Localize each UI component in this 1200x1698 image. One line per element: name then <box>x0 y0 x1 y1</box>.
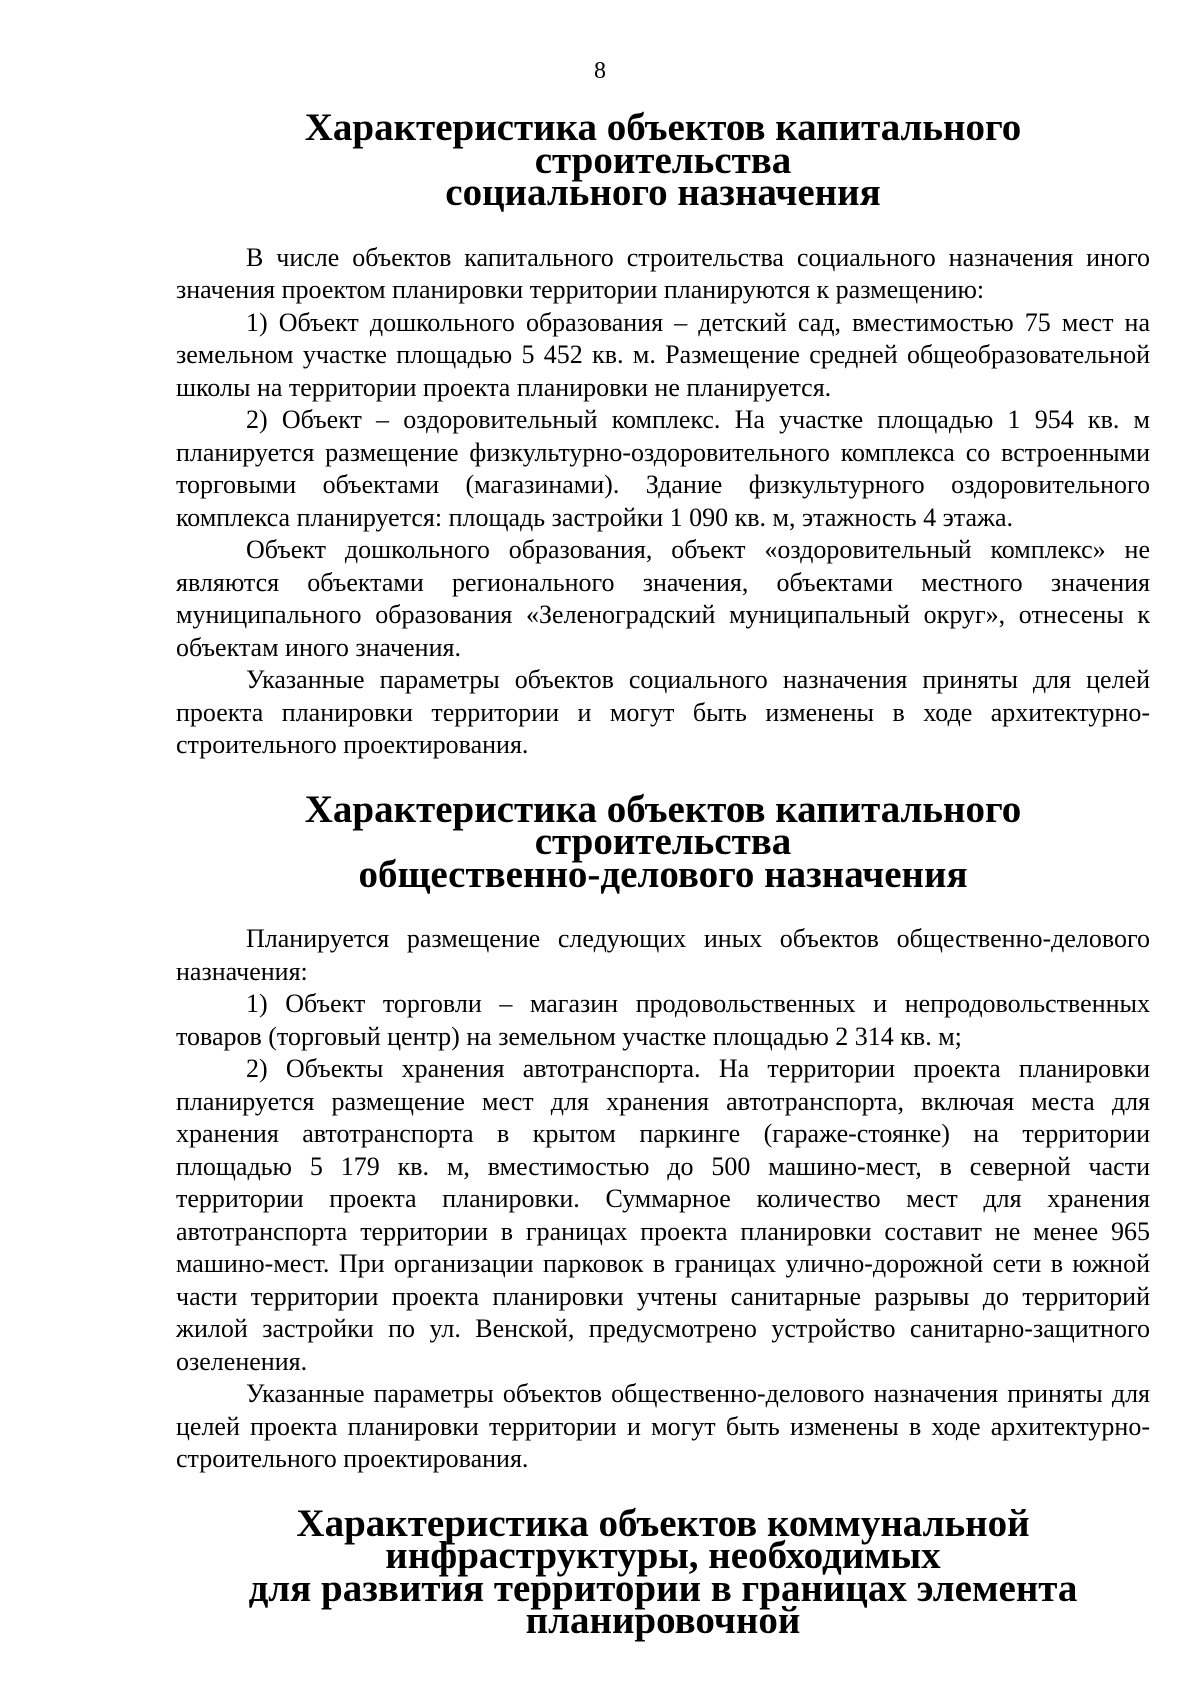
section-heading-utilities <box>176 1501 1150 1642</box>
heading-line: Характеристика объектов капитального строительства <box>304 787 1022 863</box>
paragraph: 2) Объекты хранения автотранспорта. На территории проекта планировки планируется размещение мест для хранения автотранспорта, включая места для хранения автотранспорта в крытом паркинге (гараже-стоянке) на территории площадью 5 179 кв. м, вместимостью до 500 машино-мест, в северной части территории проекта планировки. Суммарное количество мест для хранения автотранспорта территории в границах проекта планировки составит не менее 965 машино-мест. При организации парковок в границах улично-дорожной сети в южной части территории проекта планировки учтены санитарные разрывы до территорий жилой застройки по ул. Венской, предусмотрено устройство санитарно-защитного озеленения. <box>176 1054 1150 1376</box>
heading-line: общественно-делового назначения <box>358 852 968 896</box>
paragraph: Указанные параметры объектов социального назначения приняты для целей проекта планировки территории и могут быть изменены в ходе архитектурно-строительного проектирования. <box>176 665 1150 759</box>
paragraph: Планируется размещение следующих иных объектов общественно-делового назначения: <box>176 924 1150 986</box>
heading-line: социального назначения <box>445 171 881 214</box>
page-content <box>176 106 1150 1642</box>
page-number: 8 <box>594 58 606 84</box>
paragraph: Указанные параметры объектов общественно-делового назначения приняты для целей проекта планировки территории и могут быть изменены в ходе архитектурно-строительного проектирования. <box>176 1379 1150 1473</box>
paragraph: 1) Объект торговли – магазин продовольственных и непродовольственных товаров (торговый центр) на земельном участке площадью 2 314 кв. м; <box>176 989 1150 1051</box>
paragraph: 2) Объект – оздоровительный комплекс. На участке площадью 1 954 кв. м планируется размещение физкультурно-оздоровительного комплекса со встроенными торговыми объектами (магазинами). Здание физкультурного оздоровительного комплекса планируется: площадь застройки 1 090 кв. м, этажность 4 этажа. <box>176 405 1150 532</box>
section-heading-business <box>176 787 1150 896</box>
section-heading-social <box>176 106 1150 214</box>
spacer <box>176 210 1150 242</box>
paragraph: В числе объектов капитального строительства социального назначения иного значения проектом планировки территории планируются к размещению: <box>176 242 1150 304</box>
heading-line: Характеристика объектов капитального строительства <box>304 106 1022 182</box>
paragraph: 1) Объект дошкольного образования – детский сад, вместимостью 75 мест на земельном участке площадью 5 452 кв. м. Размещение средней общеобразовательной школы на территории проекта планировки не планируется. <box>176 307 1150 402</box>
paragraph: Объект дошкольного образования, объект «оздоровительный комплекс» не являются объектами регионального значения, объектами местного значения муниципального образования «Зеленоградский муниципальный округ», отнесены к объектам иного значения. <box>176 535 1150 662</box>
heading-line: Характеристика объектов коммунальной инфраструктуры, необходимых <box>296 1501 1030 1577</box>
spacer <box>176 891 1150 923</box>
heading-line: для развития территории в границах элемента планировочной <box>248 1566 1078 1642</box>
